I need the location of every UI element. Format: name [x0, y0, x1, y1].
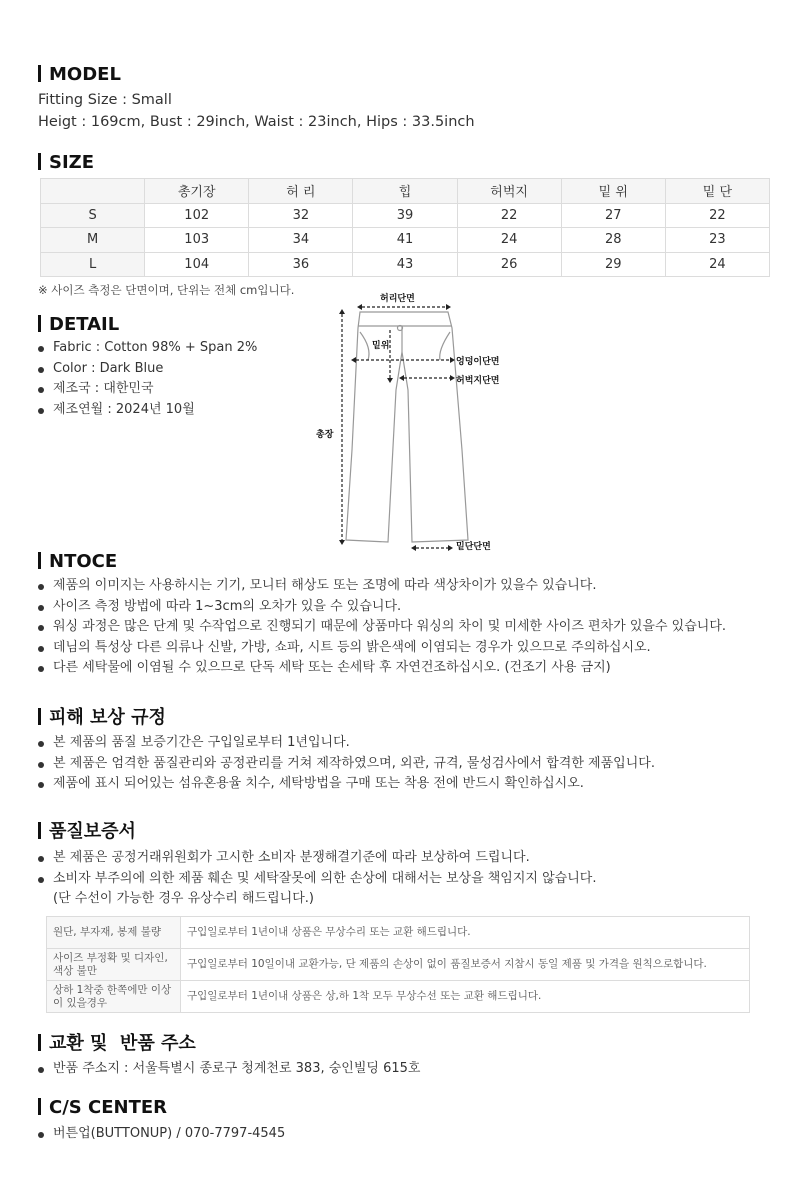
table-cell: 34: [249, 228, 353, 253]
guarantee-table: [46, 916, 750, 1013]
size-header-cell: 총기장: [145, 179, 249, 204]
guarantee-heading: [38, 821, 136, 843]
table-row: [41, 228, 770, 253]
table-cell: 41: [353, 228, 457, 253]
size-header-cell: 힙: [353, 179, 457, 204]
model-heading: [38, 64, 121, 86]
guarantee-list: [38, 848, 596, 910]
table-cell: 27: [561, 203, 665, 228]
pants-outline: [346, 312, 468, 542]
model-title: MODEL: [49, 64, 121, 85]
table-cell: 구입일로부터 1년이내 상품은 무상수리 또는 교환 해드립니다.: [181, 917, 750, 949]
table-cell: 24: [457, 228, 561, 253]
size-note: ※ 사이즈 측정은 단면이며, 단위는 전체 cm입니다.: [38, 283, 295, 297]
model-fitting: Fitting Size : Small: [38, 92, 172, 108]
damage-list: [38, 733, 655, 795]
size-header-cell: 밑 단: [665, 179, 769, 204]
table-cell: 상하 1착중 한쪽에만 이상이 있을경우: [47, 981, 181, 1013]
address-title: 교환 및 반품 주소: [49, 1033, 196, 1054]
cs-title: C/S CENTER: [49, 1097, 168, 1118]
table-cell: 43: [353, 252, 457, 277]
damage-heading: [38, 707, 166, 729]
table-cell: 26: [457, 252, 561, 277]
heading-bar: [38, 552, 41, 569]
table-cell: 구입일로부터 10일이내 교환가능, 단 제품의 손상이 없이 품질보증서 지참시 동일 제품 및 가격을 원칙으로합니다.: [181, 949, 750, 981]
size-label-cell: M: [41, 228, 145, 253]
heading-bar: [38, 315, 41, 332]
label-thigh: 허벅지단면: [456, 376, 500, 386]
address-heading: [38, 1033, 196, 1055]
notice-heading: [38, 551, 117, 573]
cs-heading: [38, 1097, 167, 1119]
table-cell: 22: [665, 203, 769, 228]
list-item: 제품의 이미지는 사용하시는 기기, 모니터 해상도 또는 조명에 따라 색상차이가 있을수 있습니다.: [38, 576, 726, 597]
address-list: [38, 1059, 420, 1080]
notice-list: [38, 576, 726, 679]
heading-bar: [38, 822, 41, 839]
size-label-cell: L: [41, 252, 145, 277]
table-cell: 29: [561, 252, 665, 277]
table-cell: 원단, 부자재, 봉제 불량: [47, 917, 181, 949]
list-item: 반품 주소지 : 서울특별시 종로구 청계천로 383, 숭인빌딩 615호: [38, 1059, 420, 1080]
table-cell: 28: [561, 228, 665, 253]
list-item: 데님의 특성상 다른 의류나 신발, 가방, 쇼파, 시트 등의 밝은색에 이염되는 경우가 있으므로 주의하십시오.: [38, 638, 726, 659]
label-hip: 엉덩이단면: [456, 357, 500, 367]
pants-diagram-svg: [300, 290, 520, 555]
label-waist: 허리단면: [380, 294, 415, 304]
label-hem: 밑단단면: [456, 542, 491, 552]
model-measurements: Heigt : 169cm, Bust : 29inch, Waist : 23inch, Hips : 33.5inch: [38, 114, 475, 130]
arrow-heads: [339, 304, 455, 551]
size-header-cell: 허벅지: [457, 179, 561, 204]
list-item: 사이즈 측정 방법에 따라 1~3cm의 오차가 있을 수 있습니다.: [38, 597, 726, 618]
list-item: 버튼업(BUTTONUP) / 070-7797-4545: [38, 1124, 285, 1145]
detail-list: [38, 338, 257, 420]
size-header-cell: [41, 179, 145, 204]
label-length: 총장: [316, 430, 334, 440]
measure-lines: [342, 307, 450, 548]
pants-measurement-diagram: [300, 290, 520, 555]
list-item: 워싱 과정은 많은 단계 및 수작업으로 진행되기 때문에 상품마다 워싱의 차이 및 미세한 사이즈 편차가 있을수 있습니다.: [38, 617, 726, 638]
detail-heading: [38, 314, 119, 336]
table-cell: 102: [145, 203, 249, 228]
size-table: [40, 178, 770, 277]
table-cell: 104: [145, 252, 249, 277]
table-row: [47, 981, 750, 1013]
heading-bar: [38, 1034, 41, 1051]
table-cell: 39: [353, 203, 457, 228]
list-item: 본 제품은 공정거래위원회가 고시한 소비자 분쟁해결기준에 따라 보상하여 드립니다.: [38, 848, 596, 869]
table-row: [41, 203, 770, 228]
table-cell: 사이즈 부정확 및 디자인, 색상 불만: [47, 949, 181, 981]
notice-title: NTOCE: [49, 551, 118, 572]
table-cell: 23: [665, 228, 769, 253]
size-header-cell: 허 리: [249, 179, 353, 204]
table-cell: 32: [249, 203, 353, 228]
table-cell: 103: [145, 228, 249, 253]
list-item: 다른 세탁물에 이염될 수 있으므로 단독 세탁 또는 손세탁 후 자연건조하십시오. (건조기 사용 금지): [38, 658, 726, 679]
list-item: Color : Dark Blue: [38, 359, 257, 380]
damage-title: 피해 보상 규정: [49, 707, 166, 728]
list-item: 본 제품은 엄격한 품질관리와 공정관리를 거쳐 제작하였으며, 외관, 규격, 물성검사에서 합격한 제품입니다.: [38, 754, 655, 775]
size-title: SIZE: [49, 152, 95, 173]
list-item: Fabric : Cotton 98% + Span 2%: [38, 338, 257, 359]
table-cell: 구입일로부터 1년이내 상품은 상,하 1착 모두 무상수선 또는 교환 해드립니다.: [181, 981, 750, 1013]
size-heading: [38, 152, 94, 174]
label-rise: 밑위: [372, 341, 390, 351]
guarantee-sub-note: (단 수선이 가능한 경우 유상수리 해드립니다.): [53, 891, 314, 906]
table-row: [47, 917, 750, 949]
list-item: 제품에 표시 되어있는 섬유혼용율 치수, 세탁방법을 구매 또는 착용 전에 반드시 확인하십시오.: [38, 774, 655, 795]
heading-bar: [38, 708, 41, 725]
list-item: 소비자 부주의에 의한 제품 훼손 및 세탁잘못에 의한 손상에 대해서는 보상을 책임지지 않습니다.: [38, 869, 596, 890]
heading-bar: [38, 153, 41, 170]
table-row: [47, 949, 750, 981]
guarantee-title: 품질보증서: [49, 821, 136, 842]
table-cell: 22: [457, 203, 561, 228]
cs-list: [38, 1124, 285, 1145]
table-row: [41, 252, 770, 277]
list-item: 본 제품의 품질 보증기간은 구입일로부터 1년입니다.: [38, 733, 655, 754]
size-header-cell: 밑 위: [561, 179, 665, 204]
size-label-cell: S: [41, 203, 145, 228]
size-header-row: [41, 179, 770, 204]
list-item: 제조연월 : 2024년 10월: [38, 400, 257, 421]
list-item: 제조국 : 대한민국: [38, 379, 257, 400]
table-cell: 24: [665, 252, 769, 277]
detail-title: DETAIL: [49, 314, 120, 335]
table-cell: 36: [249, 252, 353, 277]
heading-bar: [38, 1098, 41, 1115]
heading-bar: [38, 65, 41, 82]
